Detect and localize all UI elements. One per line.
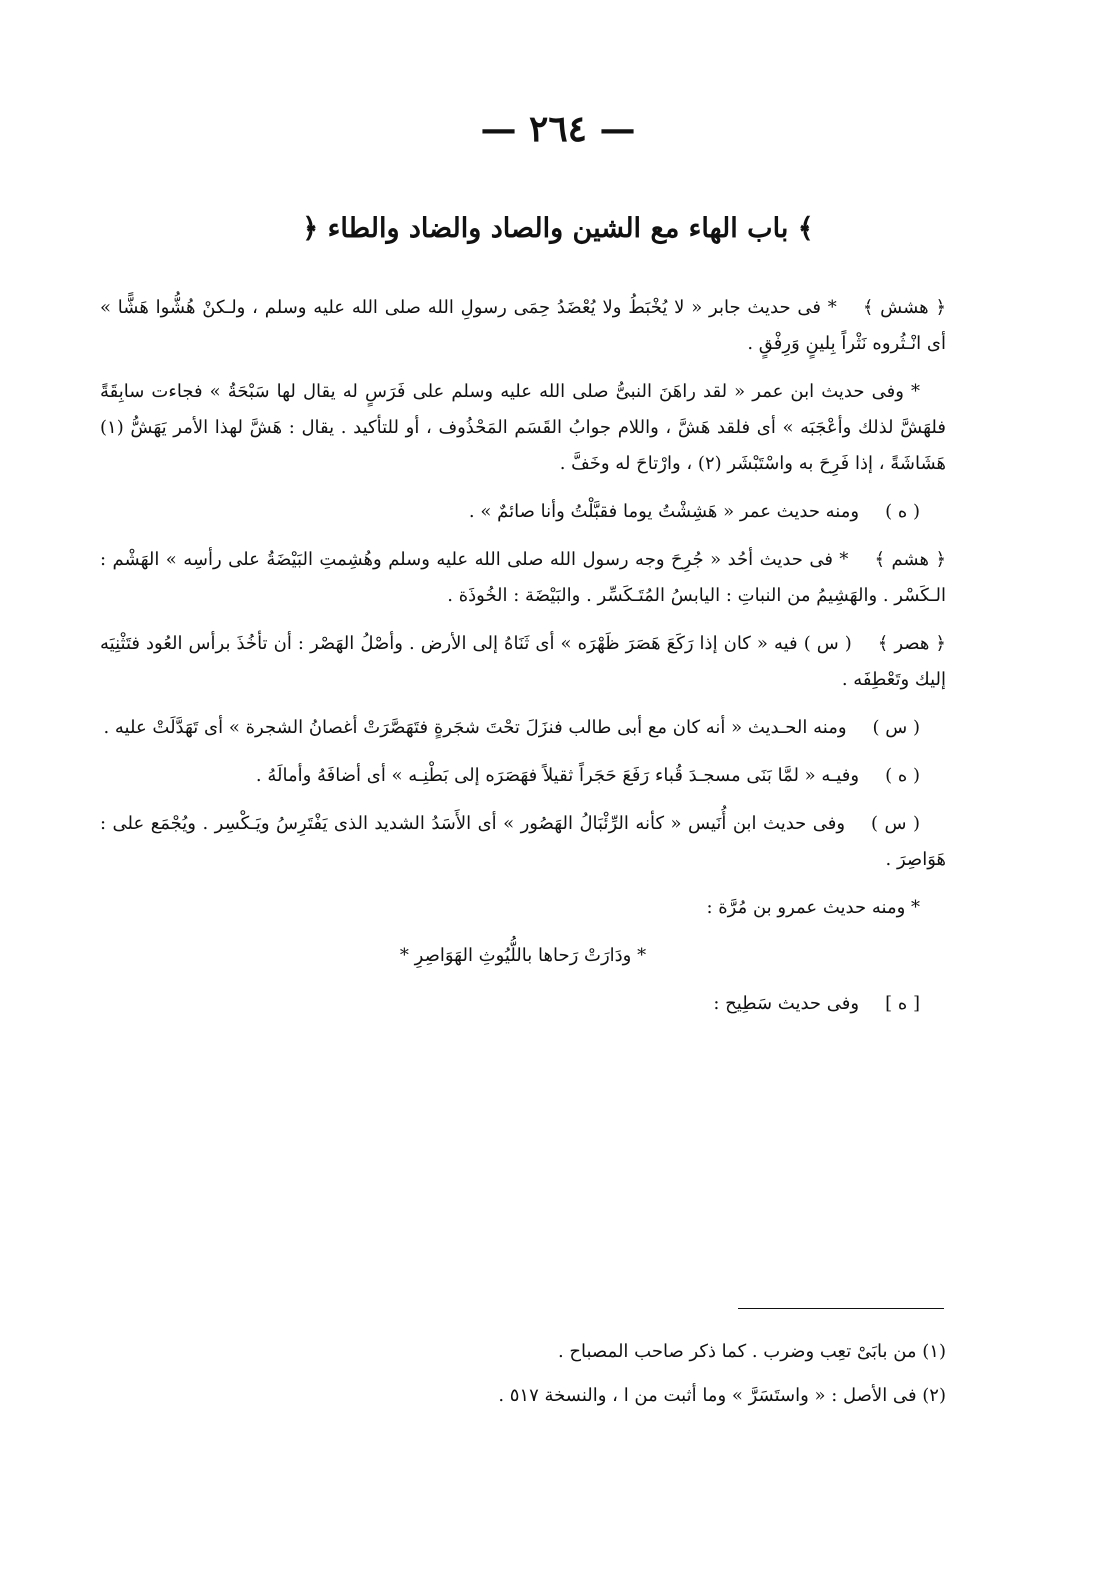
- entry-marker: ( س ): [871, 813, 920, 834]
- entry-text: وفى حديث سَطِيح :: [713, 993, 860, 1014]
- entry-marker: ﴿ هشش ﴾: [862, 297, 946, 318]
- footnotes: [200, 1334, 946, 1422]
- entry-paragraph: [100, 758, 946, 794]
- entry-paragraph: [100, 290, 946, 362]
- entry-marker: ( ه ): [885, 765, 920, 786]
- entry-marker: ( ه ): [885, 501, 920, 522]
- footnote: (٢) فى الأصل : « واستَسَرَّ » وما أثبت من ا ، والنسخة ٥١٧ .: [498, 1385, 946, 1406]
- entry-paragraph: [100, 542, 946, 614]
- entry-marker: ( س ): [872, 717, 920, 738]
- entry-text: * فى حديث جابر « لا يُخْبَطُ ولا يُعْضَدُ حِمَى رسولِ الله صلى الله عليه وسلم ، ولـكنْ هُشُّوا هَشًّا » أى انْـثُروه نَثْراً بِلينٍ وَرِفْقٍ .: [100, 297, 946, 354]
- footnote: (١) من بابَىْ تعِب وضرب . كما ذكر صاحب المصباح .: [557, 1341, 946, 1362]
- entry-marker: ﴿ هشم ﴾: [874, 549, 946, 570]
- entry-paragraph: [100, 986, 946, 1022]
- entry-paragraph: [100, 710, 946, 746]
- entry-text: * وفى حديث ابن عمر « لقد راهَنَ النبىُّ صلى الله عليه وسلم على فَرَسٍ له يقال لها سَبْحَةُ » فجاءت سابِقَةً فلهَشَّ لذلك وأعْجَبَه » أى فلقد هَشَّ ، واللام جوابُ القَسَم المَحْذُوف ، أو للتأكيد . يقال : هَشَّ لهذا الأمر يَهَشُّ (١) هَشَاشَةً ، إذا فَرِحَ به واسْتَبْشَر (٢) ، وارْتاحَ له وخَفَّ .: [100, 381, 946, 474]
- entry-paragraph: [100, 890, 946, 926]
- entry-marker: ﴿ هصر ﴾: [877, 633, 946, 654]
- entry-marker: [ ه ]: [885, 993, 920, 1014]
- entry-text: * ومنه حديث عمرو بن مُرَّة :: [706, 897, 920, 918]
- page-number: — ٢٦٤ —: [480, 108, 636, 150]
- entry-text: ومنه حديث عمر « هَشِشْتُ يوما فقبَّلْتُ وأنا صائمٌ » .: [468, 501, 860, 522]
- entry-paragraph: [100, 494, 946, 530]
- entry-text: ومنه الحـديث « أنه كان مع أبى طالب فنزَلَ تحْتَ شجَرةٍ فتَهَصَّرَتْ أغصانُ الشجرة » أى تَهَدَّلَتْ عليه .: [103, 717, 847, 738]
- entry-paragraph: [100, 626, 946, 698]
- entry-text: وفى حديث ابن أُنَيس « كأنه الرِّئْبَالُ الهَصُور » أى الأَسَدُ الشديد الذى يَفْتَرِسُ ويَـكْسِر . ويُجْمَع على : هَوَاصِرَ .: [100, 813, 946, 870]
- document-body: [100, 290, 946, 1034]
- entry-text: ( س ) فيه « كان إذا رَكَعَ هَصَرَ ظَهْرَه » أى ثَنَاهُ إلى الأرض . وأصْلُ الهَصْر : أن تأخُذَ برأس العُود فتَثْنِيَه إليك وتَعْطِفَه .: [100, 633, 946, 690]
- entry-text: وفيـه « لمَّا بَنَى مسجـدَ قُباء رَفَعَ حَجَراً ثقيلاً فهَصَرَه إلى بَطْنِـه » أى أضافَهُ وأمالَهُ .: [255, 765, 860, 786]
- section-title: ﴿ باب الهاء مع الشين والصاد والضاد والطاء ﴾: [302, 213, 814, 244]
- poetry-verse: * ودَارَتْ رَحاها باللُّيُوثِ الهَوَاصِرِ *: [399, 945, 647, 966]
- entry-paragraph: [100, 374, 946, 482]
- footnote-separator: [738, 1308, 944, 1309]
- entry-paragraph: [100, 806, 946, 878]
- entry-text: * فى حديث أحُد « جُرِحَ وجه رسول الله صلى الله عليه وسلم وهُشِمتِ البَيْضَةُ على رأسِه » الهَشْم : الـكَسْر . والهَشِيمُ من النباتِ : اليابسُ المُتَـكَسِّر . والبَيْضَة : الخُوذَة .: [100, 549, 946, 606]
